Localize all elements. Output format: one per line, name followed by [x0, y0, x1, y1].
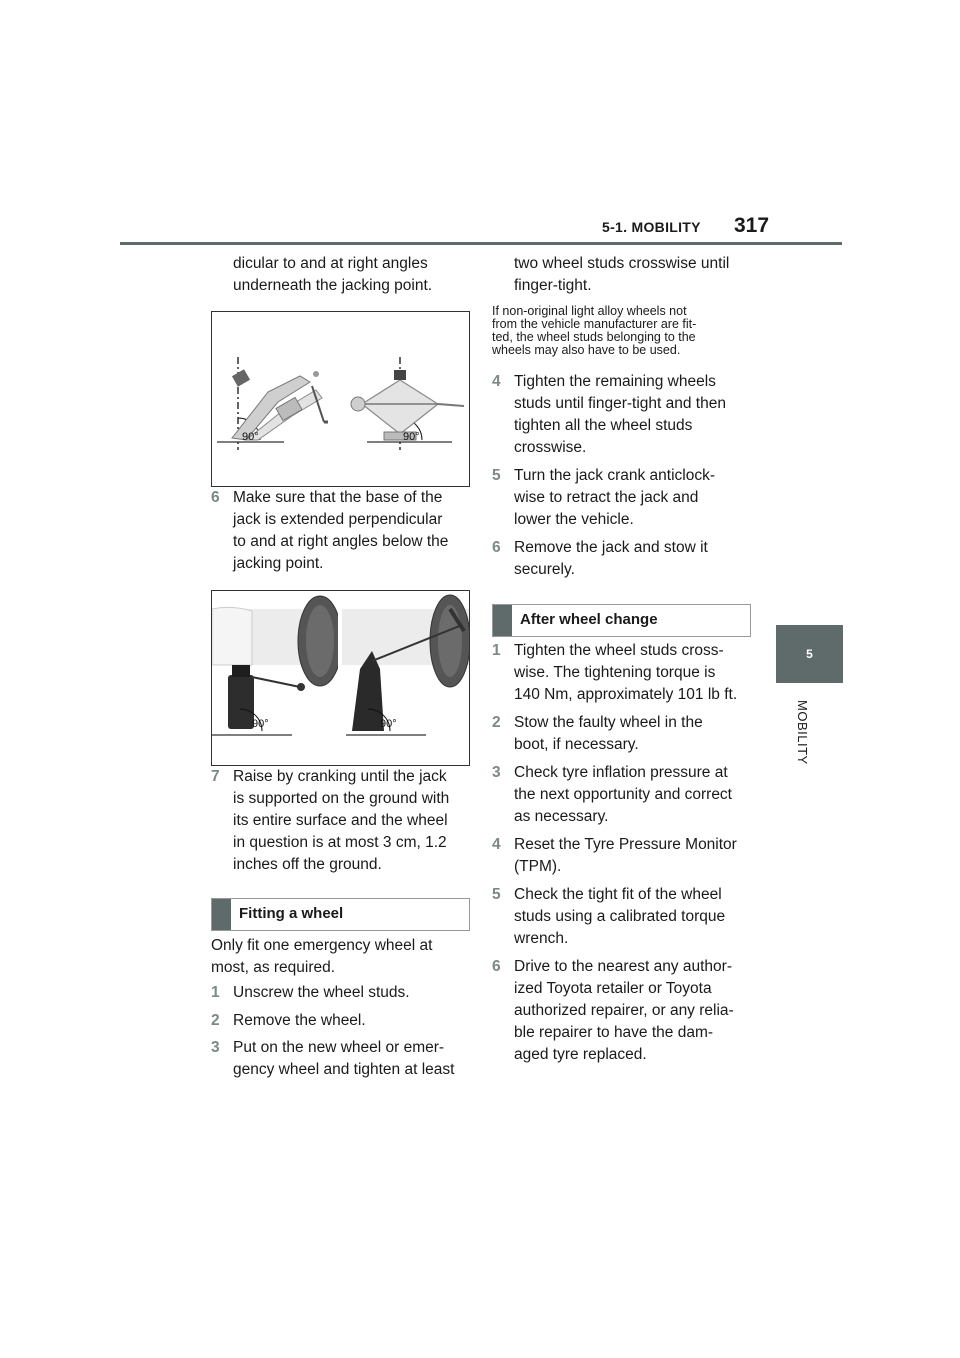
- vehicle-jack-illustration: [212, 591, 469, 765]
- list-item: 7 Raise by cranking until the jack is supported on the ground with its entire surface and the wheel in question is at most 3 cm, 1.2 inches off the ground.: [211, 768, 450, 873]
- section-marker: [493, 605, 512, 636]
- section-title: 5-1. MOBILITY: [602, 219, 701, 235]
- jack-position-figure: [211, 311, 470, 487]
- angle-label: 90°: [380, 718, 397, 730]
- list-item: 5 Check the tight fit of the wheel studs using a calibrated torque wrench.: [492, 886, 726, 947]
- header-rule: [120, 242, 842, 245]
- list-item: 3 Check tyre inflation pressure at the next opportunity and correct as necessary.: [492, 764, 732, 825]
- section-heading-after: After wheel change: [492, 604, 751, 637]
- list-item: 6 Remove the jack and stow it securely.: [492, 539, 708, 578]
- section-marker: [212, 899, 231, 930]
- intro-paragraph: Only fit one emergency wheel at most, as required.: [211, 937, 433, 976]
- note-paragraph: If non-original light alloy wheels not from the vehicle manufacturer are fit- ted, the wheel studs belonging to the wheels may also have to be used.: [492, 304, 697, 357]
- list-item: 4 Tighten the remaining wheels studs until finger-tight and then tighten all the wheel studs crosswise.: [492, 373, 726, 456]
- list-item: 6 Make sure that the base of the jack is extended perpendicular to and at right angles below the jacking point.: [211, 489, 449, 572]
- continued-text: dicular to and at right angles underneath the jacking point.: [233, 255, 433, 294]
- chapter-tab[interactable]: 5: [776, 625, 843, 683]
- angle-label: 90°: [252, 718, 269, 730]
- jack-illustration: [212, 312, 469, 486]
- list-item: 2 Stow the faulty wheel in the boot, if necessary.: [492, 714, 703, 753]
- angle-label: 90°: [403, 431, 420, 443]
- section-heading-fitting: Fitting a wheel: [211, 898, 470, 931]
- continued-text: two wheel studs crosswise until finger-tight.: [514, 255, 730, 294]
- chapter-tab-label: MOBILITY: [795, 700, 810, 765]
- angle-label: 90°: [242, 431, 259, 443]
- list-item: 3 Put on the new wheel or emer- gency wheel and tighten at least: [211, 1039, 455, 1078]
- list-item: 1 Tighten the wheel studs cross- wise. The tightening torque is 140 Nm, approximately 101 lb ft.: [492, 642, 738, 703]
- list-item: 4 Reset the Tyre Pressure Monitor (TPM).: [492, 836, 737, 875]
- list-item: 1 Unscrew the wheel studs.: [211, 984, 410, 1001]
- list-item: 6 Drive to the nearest any author- ized Toyota retailer or Toyota authorized repairer, or any relia- ble repairer to have the dam- aged tyre replaced.: [492, 958, 734, 1063]
- list-item: 5 Turn the jack crank anticlock- wise to retract the jack and lower the vehicle.: [492, 467, 716, 528]
- page-number: 317: [734, 214, 770, 237]
- list-item: 2 Remove the wheel.: [211, 1012, 366, 1029]
- jack-under-vehicle-figure: [211, 590, 470, 766]
